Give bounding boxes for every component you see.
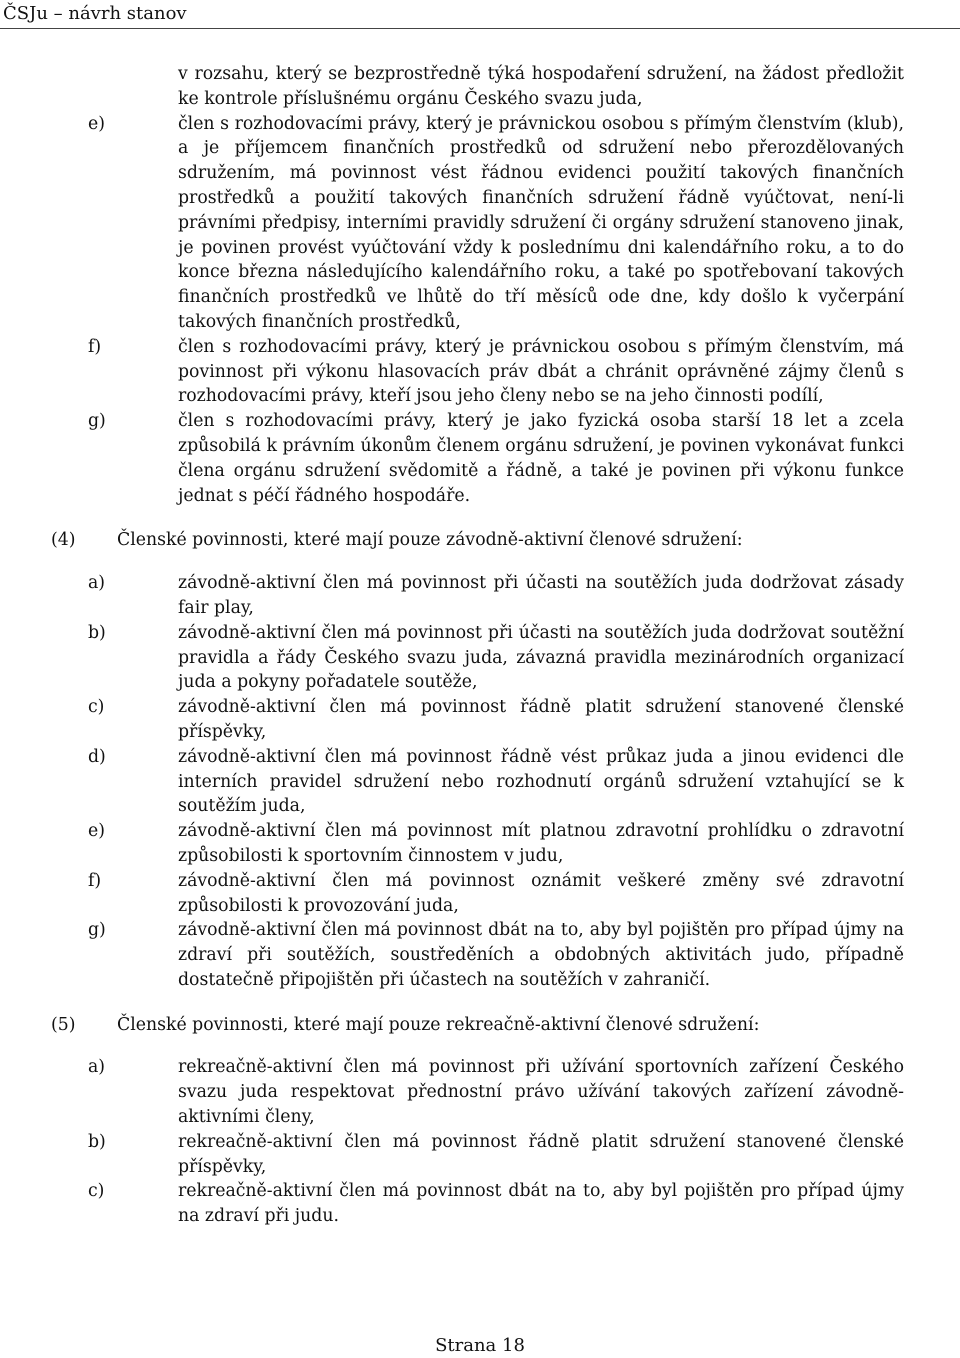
list-item-text: závodně-aktivní člen má povinnost řádně platit sdružení stanovené členské příspěvky,	[178, 697, 904, 742]
list-item-f	[88, 335, 904, 409]
list-item-e	[88, 112, 904, 335]
paragraph-text: v rozsahu, který se bezprostředně týká hospodaření sdružení, na žádost předložit ke kontrole příslušnému orgánu Českého svazu juda,	[178, 64, 904, 109]
list-marker: e)	[88, 821, 105, 842]
section-5-item-b	[88, 1130, 904, 1180]
section-5-item-c	[88, 1179, 904, 1229]
list-marker: f)	[88, 336, 102, 357]
list-item-text: člen s rozhodovacími právy, který je právnickou osobou s přímým členstvím (klub), a je příjemcem finančních prostředků od sdružení nebo přerozdělovaných sdružením, má povinnost vést řádnou evidenci použití takových finančních prostředků a použití takových finančních sdružení řádně vyúčtovat, není-li právními předpisy, interními pravidly sdružení či orgány sdružení stanoveno jinak, je povinen provést vyúčtování vždy k poslednímu dni kalendářního roku, a to do konce března následujícího kalendářního roku, a také po spotřebovaní takových finančních prostředků ve lhůtě do tří měsíců ode dne, kdy došlo k vyčerpání takových finančních prostředků,	[178, 113, 904, 332]
document-body	[0, 62, 960, 1229]
list-marker: e)	[88, 113, 105, 134]
list-item-text: rekreačně-aktivní člen má povinnost dbát na to, aby byl pojištěn pro případ újmy na zdraví při judu.	[178, 1181, 904, 1227]
list-marker: g)	[88, 411, 106, 432]
section-4-item-c	[88, 695, 904, 745]
section-title: Členské povinnosti, které mají pouze rekreačně-aktivní členové sdružení:	[117, 1014, 760, 1035]
document-title: ČSJu – návrh stanov	[3, 3, 187, 24]
page-footer	[0, 1334, 960, 1358]
list-item-text: závodně-aktivní člen má povinnost při účasti na soutěžích juda dodržovat zásady fair play,	[178, 573, 904, 618]
list-item-text: člen s rozhodovacími právy, který je právnickou osobou s přímým členstvím, má povinnost při výkonu hlasovacích práv dbát a chránit oprávněné zájmy členů s rozhodovacími právy, kteří jsou jeho členy nebo se na jeho činnosti podílí,	[178, 336, 904, 407]
section-4-item-e	[88, 819, 904, 869]
list-marker: g)	[88, 920, 106, 941]
list-marker: d)	[88, 746, 106, 767]
section-4-heading	[51, 528, 904, 553]
list-item-text: závodně-aktivní člen má povinnost mít platnou zdravotní prohlídku o zdravotní způsobilosti k sportovním činnostem v judu,	[178, 821, 904, 866]
list-marker: b)	[88, 622, 106, 643]
page-header	[3, 2, 960, 28]
page-number: Strana 18	[435, 1335, 525, 1356]
list-marker: f)	[88, 870, 102, 891]
list-item-text: závodně-aktivní člen má povinnost dbát na to, aby byl pojištěn pro případ újmy na zdraví při soutěžích, soustředěních a obdobných aktivitách judo, případně dostatečně připojištěn při účastech na soutěžích v zahraničí.	[178, 920, 904, 990]
section-4-item-f	[88, 869, 904, 919]
list-item-text: rekreačně-aktivní člen má povinnost při užívání sportovních zařízení Českého svazu juda respektovat přednostní právo užívání takových zařízení závodně-aktivními členy,	[178, 1057, 904, 1128]
list-item-text: rekreačně-aktivní člen má povinnost řádně platit sdružení stanovené členské příspěvky,	[178, 1131, 904, 1177]
section-4-item-a	[88, 571, 904, 621]
list-item-text: závodně-aktivní člen má povinnost při účasti na soutěžích juda dodržovat soutěžní pravidla a řády Českého svazu juda, závazná pravidla mezinárodních organizací juda a pokyny pořadatele soutěže,	[178, 622, 904, 693]
section-title: Členské povinnosti, které mají pouze závodně-aktivní členové sdružení:	[117, 530, 743, 551]
list-item-text: člen s rozhodovacími právy, který je jako fyzická osoba starší 18 let a zcela způsobilá k právním úkonům členem orgánu sdružení, je povinen vykonávat funkci člena orgánu sdružení svědomitě a řádně, a také je povinen při výkonu funkce jednat s péčí řádného hospodáře.	[178, 411, 904, 506]
header-divider	[0, 28, 960, 29]
section-5-item-a	[88, 1055, 904, 1129]
list-item-g	[88, 409, 904, 508]
section-number: (5)	[51, 1014, 76, 1035]
list-marker: a)	[88, 573, 106, 594]
list-marker: c)	[88, 1181, 105, 1202]
list-item-text: závodně-aktivní člen má povinnost oznámit veškeré změny své zdravotní způsobilosti k provozování juda,	[178, 870, 904, 916]
continuation-paragraph	[178, 62, 904, 112]
list-item-text: závodně-aktivní člen má povinnost řádně vést průkaz juda a jinou evidenci dle interních pravidel sdružení nebo rozhodnutí orgánů sdružení vztahující se k soutěžím juda,	[178, 746, 904, 817]
section-4-item-b	[88, 621, 904, 695]
section-4-item-g	[88, 918, 904, 992]
section-4-item-d	[88, 745, 904, 819]
list-marker: a)	[88, 1057, 106, 1078]
section-number: (4)	[51, 530, 76, 551]
list-marker: b)	[88, 1131, 106, 1152]
section-5-heading	[51, 1013, 904, 1038]
list-marker: c)	[88, 697, 105, 718]
